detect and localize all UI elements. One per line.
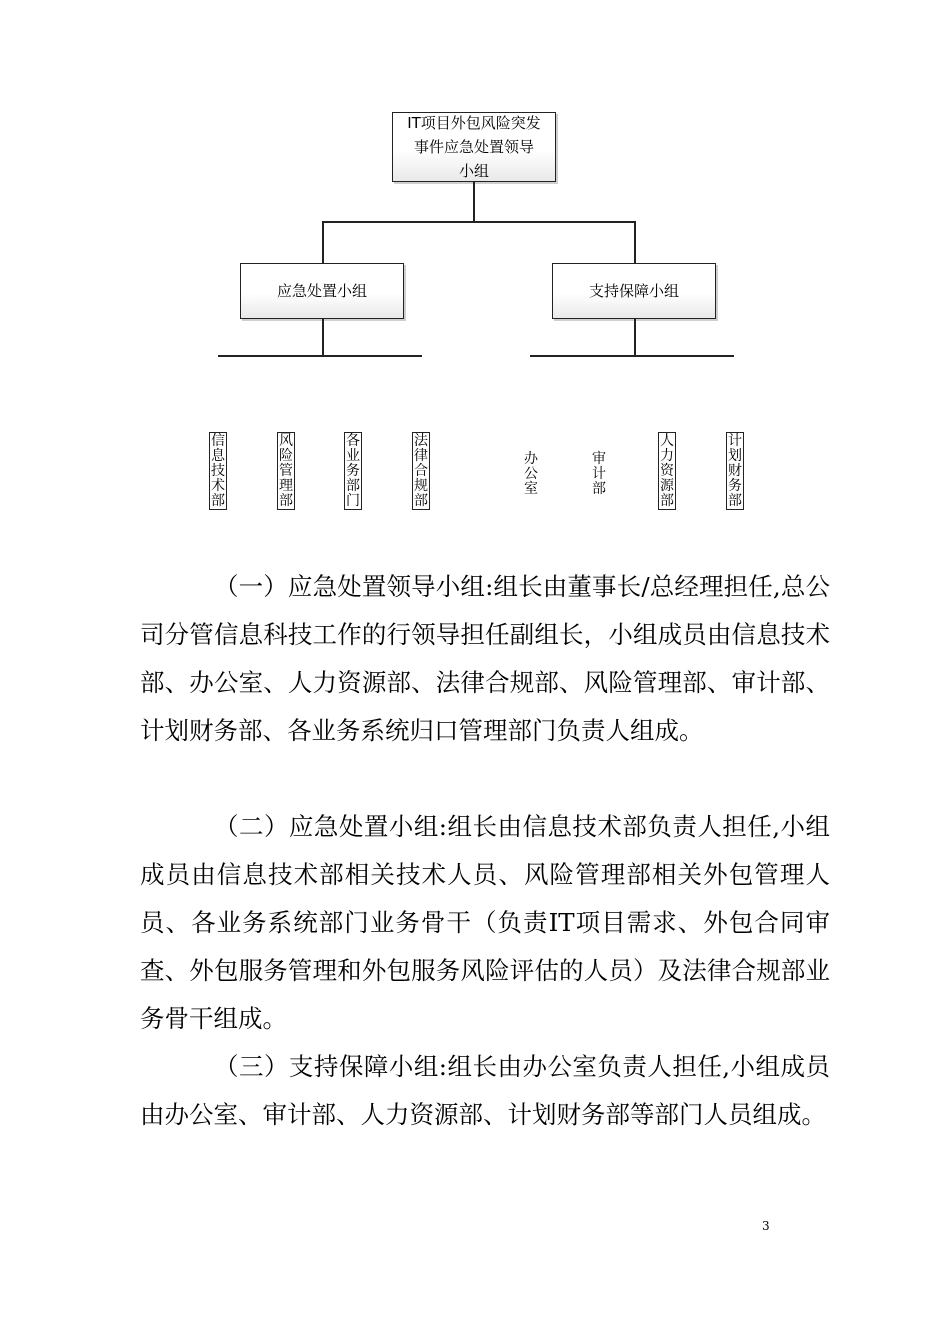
member-box-hr (658, 432, 676, 510)
member-label: 信息技术部 (211, 433, 225, 509)
paragraph-emergency-group: （二）应急处置小组:组长由信息技术部负责人担任,小组成员由信息技术部相关技术人员、风险管理部相关外包管理人员、各业务系统部门业务骨干（负责IT项目需求、外包合同审查、外包服务管理和外包服务风险评估的人员）及法律合规部业务骨干组成。 (140, 812, 830, 1033)
member-office (522, 452, 540, 497)
connector-right-bar (530, 355, 734, 357)
member-label: 办公室 (524, 451, 538, 497)
member-box-infotech (209, 432, 227, 510)
member-box-risk (277, 432, 295, 510)
connector-top-horizontal (322, 221, 636, 223)
connector-left-down (322, 221, 324, 263)
connector-right-stem (634, 319, 636, 356)
support-group-title: 支持保障小组 (588, 282, 679, 300)
emergency-group-box (240, 263, 404, 319)
member-box-business (344, 432, 362, 510)
member-label: 风险管理部 (279, 433, 293, 509)
paragraph-leadership-group: （一）应急处置领导小组:组长由董事长/总经理担任,总公司分管信息科技工作的行领导担任副组长，小组成员由信息技术部、办公室、人力资源部、法律合规部、风险管理部、审计部、计划财务部、各业务系统归口管理部门负责人组成。 (140, 572, 830, 745)
connector-top-vertical (473, 182, 475, 222)
connector-left-stem (322, 319, 324, 356)
member-label: 法律合规部 (414, 433, 428, 509)
org-chart (0, 0, 950, 540)
member-label: 计划财务部 (728, 433, 742, 509)
member-label: 人力资源部 (660, 433, 674, 509)
member-label: 各业务部门 (346, 433, 360, 509)
member-box-finance (726, 432, 744, 510)
member-box-legal (412, 432, 430, 510)
leadership-group-box (392, 112, 556, 182)
emergency-group-title: 应急处置小组 (276, 282, 367, 300)
member-label: 审计部 (592, 451, 606, 497)
connector-right-down (634, 221, 636, 263)
connector-left-bar (218, 355, 422, 357)
leadership-group-title: IT项目外包风险突发事件应急处置领导小组 (407, 114, 541, 180)
support-group-box (552, 263, 716, 319)
paragraph-support-group: （三）支持保障小组:组长由办公室负责人担任,小组成员由办公室、审计部、人力资源部、计划财务部等部门人员组成。 (140, 1052, 830, 1129)
page-number: 3 (762, 1219, 770, 1233)
member-audit (590, 452, 608, 497)
